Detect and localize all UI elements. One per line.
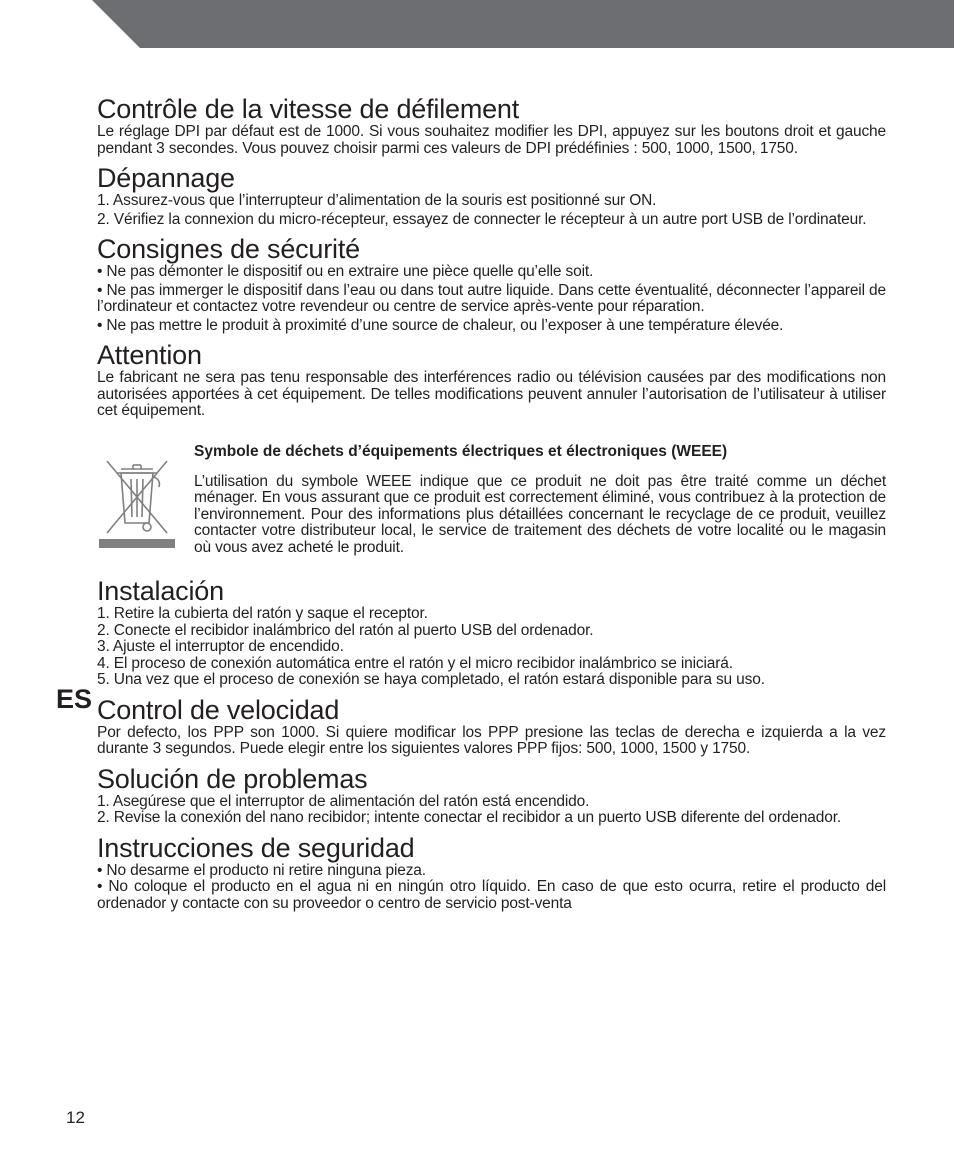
section-heading: Consignes de sécurité: [97, 234, 360, 264]
paragraph: L’utilisation du symbole WEEE indique que ce produit ne doit pas être traité comme un déchet ménager. En vous assurant que ce produit est correctement éliminé, vous contribuez à la protection de l’environnement. Pour des informations plus détaillées concernant le recyclage de ce produit, veuillez contacter votre distributeur local, le service de traitement des déchets de votre localité ou le magasin où vous avez acheté le produit.: [194, 472, 886, 556]
section-installation: [97, 576, 886, 689]
crossed-out-wheelie-bin-icon: [97, 451, 177, 551]
page-content: [97, 94, 886, 912]
list-item: • Ne pas immerger le dispositif dans l’eau ou dans tout autre liquide. Dans cette éventualité, déconnecter l’appareil de l’ordinateur et contactez votre revendeur ou centre de service après-vente pour réparation.: [97, 281, 886, 315]
paragraph: Le fabricant ne sera pas tenu responsable des interférences radio ou télévision causées par des modifications non autorisées apportées à cet équipement. De telles modifications peuvent annuler l’autorisation de l’utilisateur à utiliser cet équipement.: [97, 369, 886, 419]
page-number: 12: [66, 1108, 85, 1127]
section-attention: [97, 340, 886, 420]
section-troubleshooting-es: [97, 764, 886, 827]
section-safety-fr: [97, 234, 886, 334]
section-heading: Instalación: [97, 576, 224, 606]
paragraph: Le réglage DPI par défaut est de 1000. Si vous souhaitez modifier les DPI, appuyez sur les boutons droit et gauche pendant 3 secondes. Vous pouvez choisir parmi ces valeurs de DPI prédéfinies : 500, 1000, 1500, 1750.: [97, 123, 886, 157]
section-speed: [97, 695, 886, 758]
list-item: • Ne pas mettre le produit à proximité d’une source de chaleur, ou l’exposer à une température élevée.: [97, 316, 784, 334]
section-safety-es: [97, 833, 886, 913]
section-heading: Solución de problemas: [97, 763, 368, 794]
section-heading: Attention: [97, 340, 202, 370]
language-tag: ES: [56, 684, 93, 714]
weee-text: [194, 443, 886, 557]
header-banner: [0, 0, 954, 48]
weee-notice: [97, 443, 886, 557]
section-heading: Dépannage: [97, 163, 235, 193]
section-heading: Contrôle de la vitesse de défilement: [97, 94, 520, 124]
weee-icon-wrapper: [97, 443, 194, 557]
list-item: 2. Conecte el recibidor inalámbrico del ratón al puerto USB del ordenador.: [97, 621, 594, 639]
section-heading: Control de velocidad: [97, 694, 340, 725]
list-item: 1. Retire la cubierta del ratón y saque el receptor.: [97, 605, 428, 622]
paragraph: Por defecto, los PPP son 1000. Si quiere modificar los PPP presione las teclas de derecha e izquierda a la vez durante 3 segundos. Puede elegir entre los siguientes valores PPP fijos: 500, 1000, 1500 y 1750.: [97, 723, 886, 757]
list-item: 2. Vérifiez la connexion du micro-récepteur, essayez de connecter le récepteur à un autre port USB de l’ordinateur.: [97, 210, 867, 228]
list-item: • No desarme el producto ni retire ninguna pieza.: [97, 861, 426, 879]
section-troubleshooting-fr: [97, 163, 886, 228]
list-item: • No coloque el producto en el agua ni en ningún otro líquido. En caso de que esto ocurra, retire el producto del ordenador y contacte con su proveedor o centro de servicio post-venta: [97, 878, 886, 912]
list-item: 5. Una vez que el proceso de conexión se haya completado, el ratón estará disponible para su uso.: [97, 671, 765, 688]
list-item: 1. Asegúrese que el interruptor de alimentación del ratón está encendido.: [97, 792, 590, 810]
list-item: • Ne pas démonter le dispositif ou en extraire une pièce quelle qu’elle soit.: [97, 263, 594, 280]
list-item: 4. El proceso de conexión automática entre el ratón y el micro recibidor inalámbrico se iniciará.: [97, 654, 733, 672]
section-heading: Instrucciones de seguridad: [97, 832, 415, 863]
list-item: 1. Assurez-vous que l’interrupteur d’alimentation de la souris est positionné sur ON.: [97, 192, 657, 209]
weee-title: Symbole de déchets d’équipements électriques et électroniques (WEEE): [194, 442, 728, 460]
section-dpi: [97, 94, 886, 157]
list-item: 2. Revise la conexión del nano recibidor; intente conectar el recibidor a un puerto USB diferente del ordenador.: [97, 809, 842, 826]
list-item: 3. Ajuste el interruptor de encendido.: [97, 638, 344, 655]
